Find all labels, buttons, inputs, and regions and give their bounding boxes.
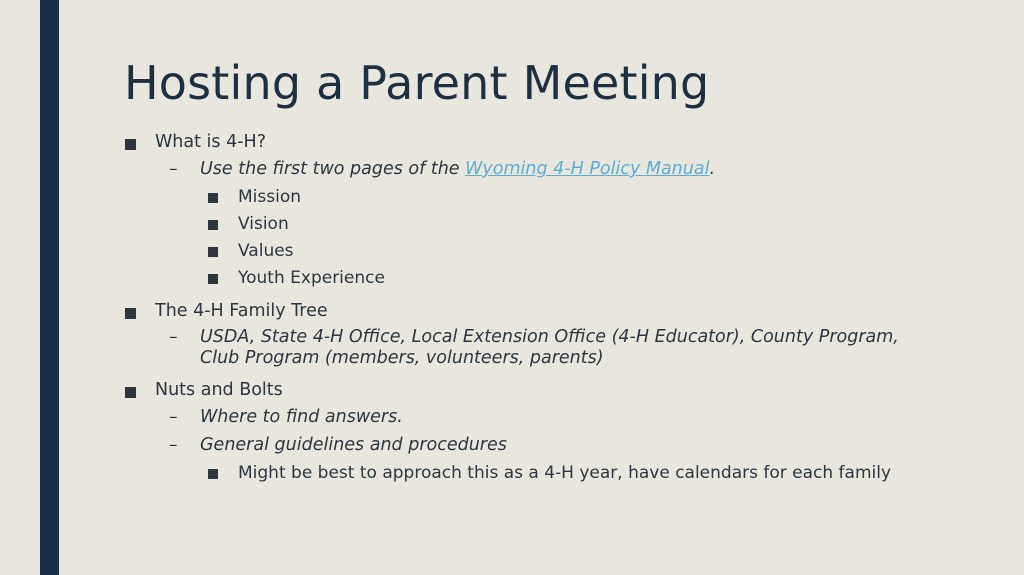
sub-bullet-text: Where to find answers. [200, 407, 403, 427]
sub-bullet-family-tree [169, 327, 900, 369]
list-item-label: Youth Experience [238, 268, 385, 288]
square-bullet-icon [208, 247, 218, 257]
sub-bullet-find-answers [169, 407, 900, 428]
sub-bullet-text: USDA, State 4-H Office, Local Extension Office (4-H Educator), County Program, Club Program (members, volunteers, parents) [200, 327, 899, 368]
list-item [206, 184, 984, 210]
dash-bullet-icon: – [169, 407, 178, 427]
bullet-what-is-4h [124, 130, 984, 154]
sub-bullet-guidelines [169, 435, 900, 456]
list-item [206, 211, 984, 237]
list-item [206, 238, 984, 264]
list-item-label: Values [238, 241, 294, 261]
square-bullet-icon [208, 469, 218, 479]
list-item [206, 265, 984, 291]
sub-bullet-policy-manual [169, 159, 900, 180]
dash-bullet-icon: – [169, 327, 178, 347]
list-item-label: Mission [238, 187, 302, 207]
dash-bullet-icon: – [169, 435, 178, 455]
list-item-label: Vision [238, 214, 289, 234]
bullet-family-tree [124, 299, 984, 323]
list-item-label: Might be best to approach this as a 4-H year, have calendars for each family [238, 463, 892, 483]
square-bullet-icon [208, 193, 218, 203]
sub-bullet-suffix: . [709, 159, 716, 179]
bullet-text: What is 4-H? [155, 132, 266, 152]
square-bullet-icon [208, 220, 218, 230]
bullet-text: Nuts and Bolts [155, 380, 283, 400]
bullet-nuts-and-bolts [124, 378, 984, 402]
policy-manual-link[interactable]: Wyoming 4-H Policy Manual [465, 159, 710, 179]
square-bullet-icon [125, 308, 136, 319]
slide-content [124, 130, 984, 486]
slide-title: Hosting a Parent Meeting [124, 56, 710, 110]
square-bullet-icon [208, 274, 218, 284]
accent-bar [40, 0, 59, 575]
sub-bullet-text: General guidelines and procedures [200, 435, 507, 455]
square-bullet-icon [125, 139, 136, 150]
bullet-text: The 4-H Family Tree [155, 301, 328, 321]
sub-bullet-prefix: Use the first two pages of the [200, 159, 466, 179]
square-bullet-icon [125, 387, 136, 398]
list-item [206, 460, 984, 486]
dash-bullet-icon: – [169, 159, 178, 179]
